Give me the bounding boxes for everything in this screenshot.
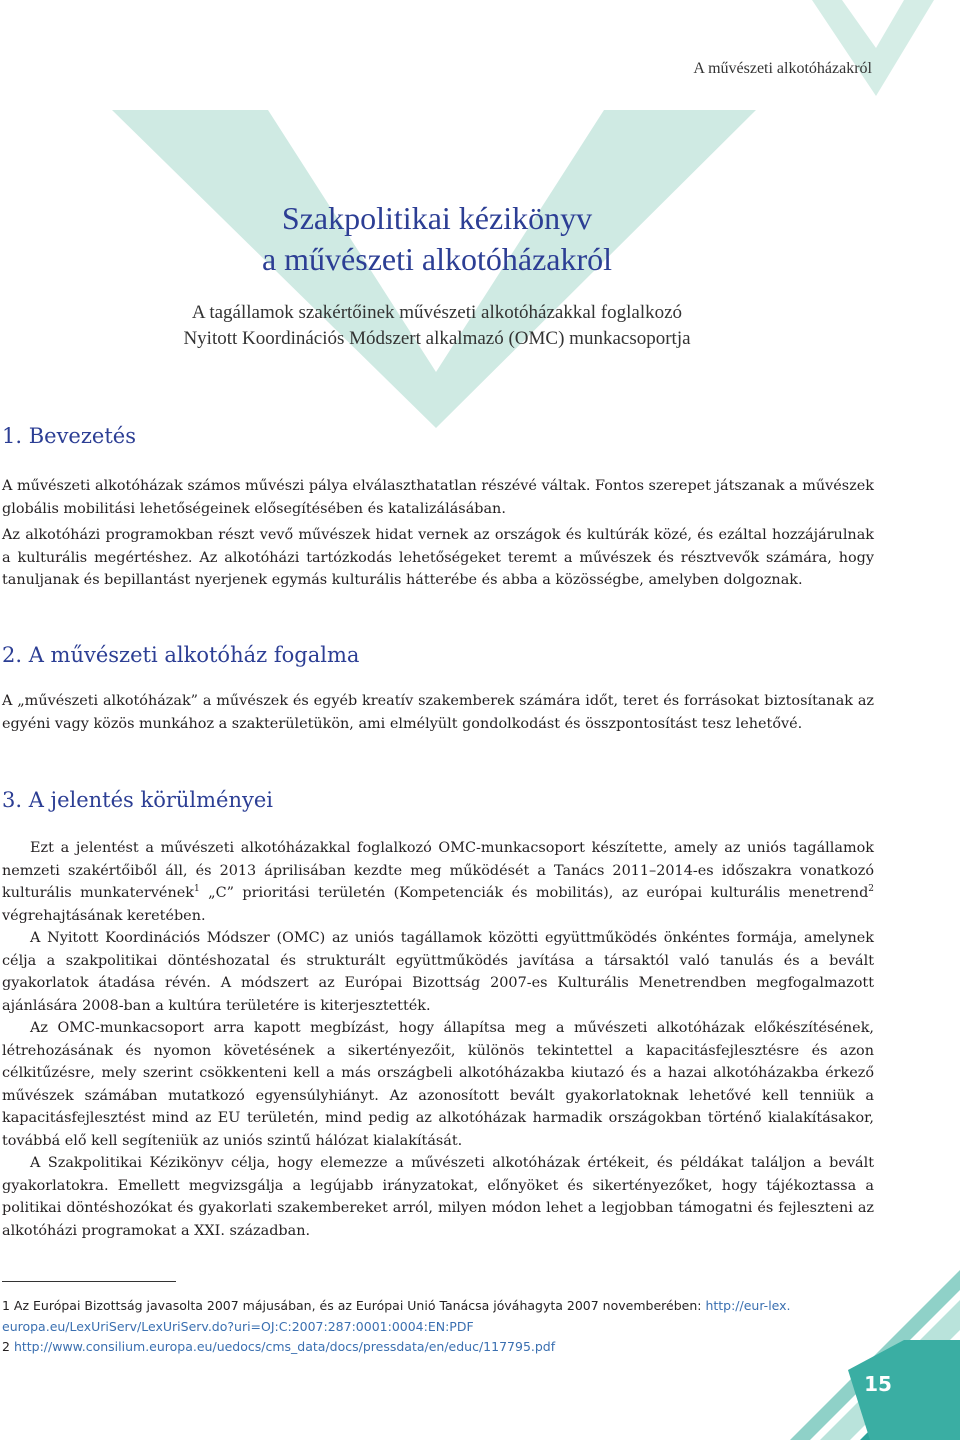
section-3-paragraph-3: Az OMC-munkacsoport arra kapott megbízást, hogy állapítsa meg a művészeti alkotóházak előkészítésének, létrehozásának és nyomon követésének a sikertényezőit, különös tekintettel a kapacitásfejlesztésre és azon célkitűzésre, mely szerint csökkenteni kell a más országbeli alkotóházakba kiutazó és a hazai alkotóházakba érkező művészek számában mutatkozó egyensúlyhiányt. Az azonosított bevált gyakorlatoknak lehetővé kell tenniük a kapacitásfejlesztést mind az EU területén, mind pedig az alkotóházak harmadik országokban történő kialakításakor, továbbá elő kell segíteniük az uniós szintű hálózat kialakítását. <box>2 1020 874 1149</box>
running-header: A művészeti alkotóházakról <box>693 60 872 77</box>
top-right-chevron-shape <box>812 0 934 96</box>
section-1-paragraph-1: A művészeti alkotóházak számos művészi pálya elválaszthatatlan részévé váltak. Fontos szerepet játszanak a művészek globális mobilitási lehetőségeinek elősegítésében és katalizálásában. <box>2 478 874 517</box>
section-3-paragraph-1-text-b: „C” prioritási területén (Kompetenciák és mobilitás), az európai kulturális menetrend <box>199 885 869 901</box>
footnote-2 <box>2 1337 874 1358</box>
document-title-line-1: Szakpolitikai kézikönyv <box>281 200 593 236</box>
document-subtitle <box>0 300 874 352</box>
section-3-paragraph-1-text-c: végrehajtásának keretében. <box>2 907 206 924</box>
footnote-1-text: 1 Az Európai Bizottság javasolta 2007 májusában, és az Európai Unió Tanácsa jóváhagyta 2007 novemberében: <box>2 1298 706 1313</box>
section-1-paragraph-2: Az alkotóházi programokban részt vevő művészek hidat vernek az országok és kultúrák közé, és ezáltal hozzájárulnak a kulturális megértéshez. Az alkotóházi tartózkodás lehetőségeket teremt a művészek és résztvevők számára, hogy tanuljanak és bepillantást nyerjenek egymás kulturális hátterébe és abba a közösségbe, amelyben dolgoznak. <box>2 527 874 588</box>
document-subtitle-line-2: Nyitott Koordinációs Módszert alkalmazó (OMC) munkacsoportja <box>183 328 691 349</box>
footnote-1-link-part-1[interactable]: http://eur-lex. <box>705 1298 791 1313</box>
document-title <box>0 198 874 280</box>
section-3-paragraph-1 <box>2 837 874 1242</box>
document-title-line-2: a művészeti alkotóházakról <box>261 241 613 277</box>
footnote-ref-2[interactable]: 2 <box>868 884 875 895</box>
section-3-paragraph-2: A Nyitott Koordinációs Módszer (OMC) az uniós tagállamok közötti együttműködés önkéntes formája, amelynek célja a szakpolitikai döntéshozatal és strukturált együttműködés javítása a társaktól való tanulás és a bevált gyakorlatok átadása révén. A módszert az Európai Bizottság 2007-es Kulturális Menetrendben megfogalmazott ajánlására 2008-ban a kultúra területére is kiterjesztették. <box>2 930 874 1014</box>
section-heading-2: 2. A művészeti alkotóház fogalma <box>2 643 360 667</box>
footnote-1-link-part-2[interactable]: europa.eu/LexUriServ/LexUriServ.do?uri=OJ:C:2007:287:0001:0004:EN:PDF <box>2 1318 474 1334</box>
section-heading-1: 1. Bevezetés <box>2 424 136 448</box>
document-subtitle-line-1: A tagállamok szakértőinek művészeti alkotóházakkal foglalkozó <box>191 302 683 323</box>
section-3-paragraph-4: A Szakpolitikai Kézikönyv célja, hogy elemezze a művészeti alkotóházak értékeit, és példákat találjon a bevált gyakorlatokra. Emellett megvizsgálja a legújabb irányzatokat, előnyöket és sikertényezőket, hogy tájékoztassa a politikai döntéshozókat és gyakorlati szakembereket arról, milyen módon lehet a legjobban támogatni és fejleszteni az alkotóházi programokat a XXI. században. <box>2 1155 874 1239</box>
footnotes <box>2 1296 874 1358</box>
footnote-divider <box>2 1281 176 1282</box>
page-number: 15 <box>864 1372 892 1396</box>
section-3-paragraph-1-text-a: Ezt a jelentést a művészeti alkotóházakkal foglalkozó OMC-munkacsoport készítette, amely az uniós tagállamok nemzeti szakértőiből áll, és 2013 áprilisában kezdte meg működését a Tanács 2011–2014-es időszakra vonatkozó kulturális munkatervének <box>2 840 874 901</box>
footnote-ref-1[interactable]: 1 <box>193 884 200 895</box>
footnote-2-link[interactable]: http://www.consilium.europa.eu/uedocs/cms_data/docs/pressdata/en/educ/117795.pdf <box>13 1339 556 1354</box>
section-heading-3: 3. A jelentés körülményei <box>2 788 274 812</box>
footnote-2-text: 2 <box>2 1339 14 1354</box>
section-2-paragraph-1: A „művészeti alkotóházak” a művészek és egyéb kreatív szakemberek számára időt, teret és forrásokat biztosítanak az egyéni vagy közös munkához a szakterületükön, ami elmélyült gondolkodást és összpontosítást tesz lehetővé. <box>2 693 874 732</box>
footnote-1 <box>2 1296 874 1337</box>
